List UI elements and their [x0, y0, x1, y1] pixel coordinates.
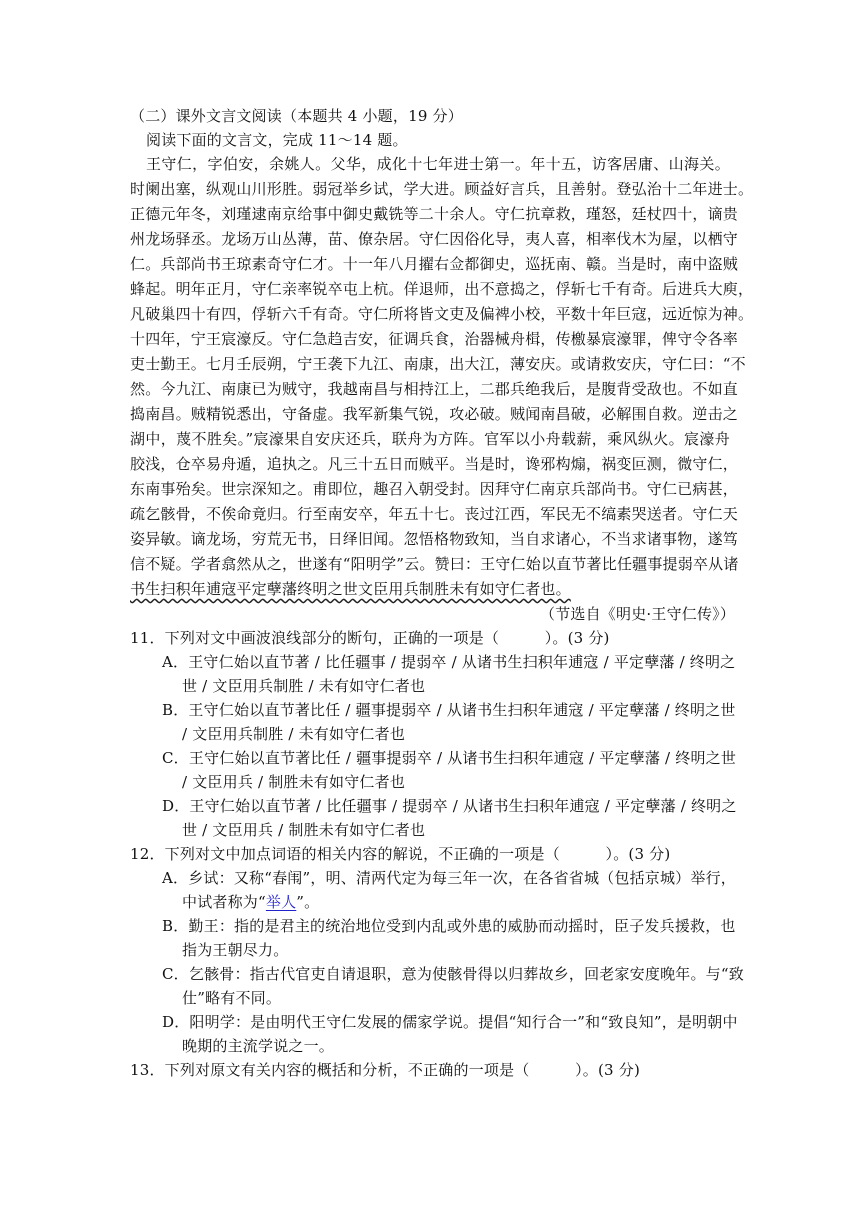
passage-line: 正德元年冬，刘瑾逮南京给事中御史戴铣等二十余人。守仁抗章救，瑾怒，廷杖四十，谪贵: [130, 205, 739, 223]
section-instruction: 阅读下面的文言文，完成 11～14 题。: [146, 131, 408, 149]
q12-option-b: B．勤王：指的是君主的统治地位受到内乱或外患的威胁而动摇时，臣子发兵援救，也: [162, 917, 736, 935]
q12-option-a-cont: [182, 890, 732, 914]
section-heading: （二）课外文言文阅读（本题共 4 小题，19 分）: [130, 107, 463, 125]
passage-line: 凡破巢四十有四，俘斩六千有奇。守仁所将皆文吏及偏裨小校，平数十年巨寇，远近惊为神。: [130, 305, 754, 323]
passage-line: 王守仁，字伯安，余姚人。父华，成化十七年进士第一。年十五，访客居庸、山海关。: [146, 155, 730, 173]
passage-line: 信不疑。学者翕然从之，世遂有“阳明学”云。赞曰：王守仁始以直节著比任疆事提弱卒从诸: [130, 555, 739, 573]
passage-line: 疏乞骸骨，不俟命竟归。行至南安卒，年五十七。丧过江西，军民无不缟素哭送者。守仁天: [130, 505, 739, 523]
q11-option-b-cont: / 文臣用兵制胜 / 未有如守仁者也: [182, 725, 406, 743]
passage-line: 然。今九江、南康已为贼守，我越南昌与相持江上，二郡兵绝我后，是腹背受敌也。不如直: [130, 380, 739, 398]
q11-option-c: C．王守仁始以直节著比任 / 疆事提弱卒 / 从诸书生扫积年逋寇 / 平定孽藩 / 终明之世: [162, 749, 737, 767]
q11-option-d-cont: 世 / 文臣用兵 / 制胜未有如守仁者也: [182, 821, 426, 839]
q11-option-a: A．王守仁始以直节著 / 比任疆事 / 提弱卒 / 从诸书生扫积年逋寇 / 平定孽藩 / 终明之: [162, 653, 736, 671]
passage-line: 捣南昌。贼精锐悉出，守备虚。我军新集气锐，攻必破。贼闻南昌破，必解围自救。逆击之: [130, 405, 739, 423]
passage-line: 蜂起。明年正月，守仁亲率锐卒屯上杭。佯退师，出不意捣之，俘斩七千有奇。后进兵大庾，: [130, 280, 754, 298]
passage-line: 仁。兵部尚书王琼素奇守仁才。十一年八月擢右佥都御史，巡抚南、赣。当是时，南中盗贼: [130, 255, 739, 273]
q12-option-c-cont: 仕”略有不同。: [182, 989, 282, 1007]
q12-option-a: A．乡试：又称“春闱”，明、清两代定为每三年一次，在各省省城（包括京城）举行，: [162, 869, 736, 887]
question-11-stem: 11．下列对文中画波浪线部分的断句，正确的一项是（ ）。(3 分): [130, 629, 610, 647]
q12-option-d-cont: 晚期的主流学说之一。: [182, 1037, 335, 1055]
q11-option-d: D．王守仁始以直节著 / 比任疆事 / 提弱卒 / 从诸书生扫积年逋寇 / 平定孽藩 / 终明之: [162, 797, 737, 815]
juren-link[interactable]: 举人: [265, 893, 297, 911]
q12-a-text-end: ”。: [296, 893, 320, 911]
passage-line: 胶浅，仓卒易舟遁，追执之。凡三十五日而贼平。当是时，谗邪构煽，祸变叵测，微守仁，: [130, 455, 739, 473]
question-12-stem: 12．下列对文中加点词语的相关内容的解说，不正确的一项是（ ）。(3 分): [130, 845, 671, 863]
q11-option-b: B．王守仁始以直节著比任 / 疆事提弱卒 / 从诸书生扫积年逋寇 / 平定孽藩 / 终明之世: [162, 701, 736, 719]
passage-line: 东南事殆矣。世宗深知之。甫即位，趣召入朝受封。因拜守仁南京兵部尚书。守仁已病甚，: [130, 480, 739, 498]
passage-line: 十四年，宁王宸濠反。守仁急趋吉安，征调兵食，治器械舟楫，传檄暴宸濠罪，俾守令各率: [130, 330, 739, 348]
passage-line: 时阑出塞，纵观山川形胜。弱冠举乡试，学大进。顾益好言兵，且善射。登弘治十二年进士。: [130, 180, 754, 198]
passage-line: 州龙场驿丞。龙场万山丛薄，苗、僚杂居。守仁因俗化导，夷人喜，相率伐木为屋，以栖守: [130, 230, 739, 248]
q11-option-c-cont: / 文臣用兵 / 制胜未有如守仁者也: [182, 773, 406, 791]
question-13-stem: 13．下列对原文有关内容的概括和分析，不正确的一项是（ ）。(3 分): [130, 1061, 641, 1079]
q12-option-c: C．乞骸骨：指古代官吏自请退职，意为使骸骨得以归葬故乡，回老家安度晚年。与“致: [162, 965, 744, 983]
q12-option-b-cont: 指为王朝尽力。: [182, 941, 289, 959]
passage-line: 姿异敏。谪龙场，穷荒无书，日绎旧闻。忽悟格物致知，当自求诸心，不当求诸事物，遂笃: [130, 530, 739, 548]
passage-line: 吏士勤王。七月壬辰朔，宁王袭下九江、南康，出大江，薄安庆。或请救安庆，守仁曰：“不: [130, 355, 746, 373]
passage-source: （节选自《明史·王守仁传》）: [540, 605, 736, 623]
q11-option-a-cont: 世 / 文臣用兵制胜 / 未有如守仁者也: [182, 677, 426, 695]
passage-line-wavy: 书生扫积年逋寇平定孽藩终明之世文臣用兵制胜未有如守仁者也。: [130, 580, 571, 598]
q12-option-d: D．阳明学：是由明代王守仁发展的儒家学说。提倡“知行合一”和“致良知”，是明朝中: [162, 1013, 738, 1031]
passage-line: 湖中，蔑不胜矣。”宸濠果自安庆还兵，联舟为方阵。官军以小舟载薪，乘风纵火。宸濠舟: [130, 430, 730, 448]
q12-a-text: 中试者称为“: [182, 893, 266, 911]
